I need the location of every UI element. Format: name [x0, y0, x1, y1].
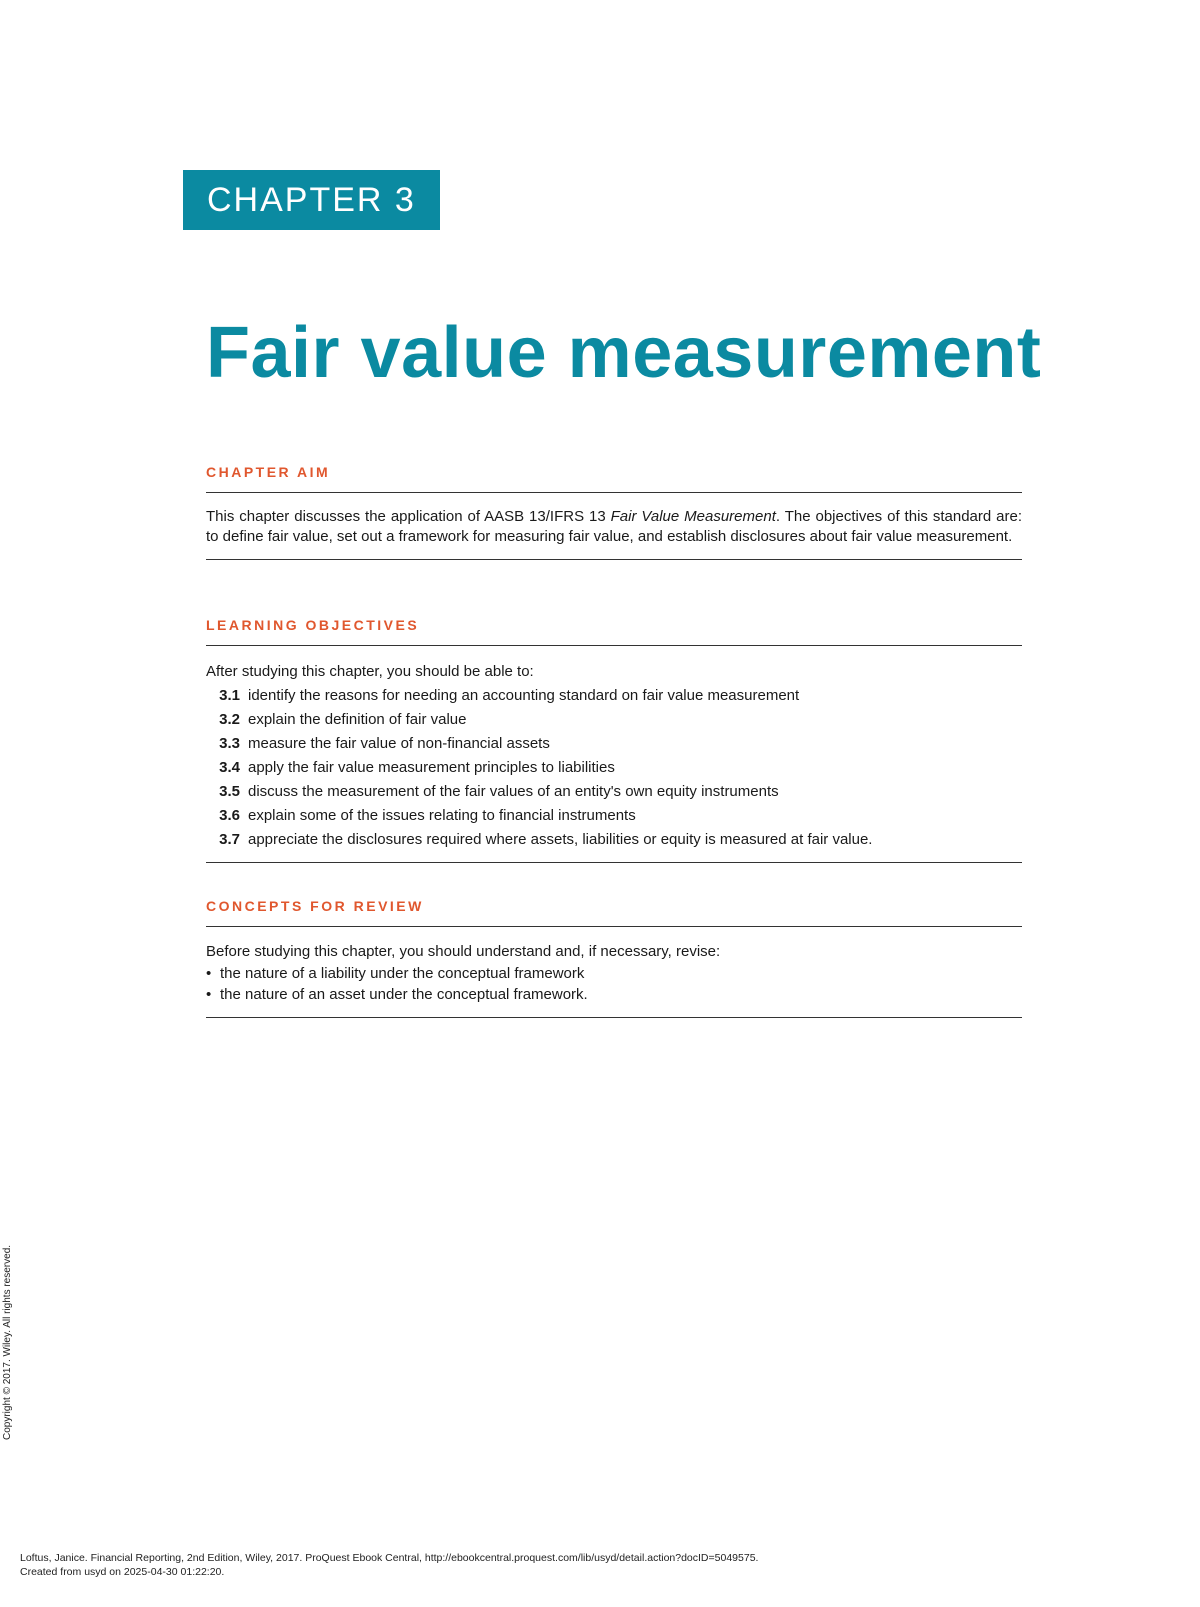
objective-number: 3.2 — [219, 711, 240, 728]
learning-objectives-heading: LEARNING OBJECTIVES — [206, 617, 420, 633]
standard-name: Fair Value Measurement — [610, 508, 776, 525]
objective-text: appreciate the disclosures required where assets, liabilities or equity is measured at fair value. — [248, 831, 873, 848]
objective-item — [206, 732, 1022, 756]
objective-item — [206, 756, 1022, 780]
objective-item — [206, 708, 1022, 732]
divider — [206, 1017, 1022, 1018]
objective-number: 3.5 — [219, 783, 240, 800]
objective-item — [206, 684, 1022, 708]
concept-item — [206, 984, 1022, 1005]
objectives-list — [206, 684, 1022, 852]
objective-text: apply the fair value measurement principles to liabilities — [248, 759, 615, 776]
objective-number: 3.4 — [219, 759, 240, 776]
citation-footer — [20, 1551, 758, 1579]
divider — [206, 559, 1022, 560]
concepts-for-review-heading: CONCEPTS FOR REVIEW — [206, 898, 424, 914]
objective-text: explain some of the issues relating to financial instruments — [248, 807, 636, 824]
concepts-intro: Before studying this chapter, you should understand and, if necessary, revise: — [206, 943, 721, 960]
bullet-icon: • — [206, 986, 212, 1003]
bullet-icon: • — [206, 965, 212, 982]
created-line: Created from usyd on 2025-04-30 01:22:20. — [20, 1566, 225, 1578]
objective-text: discuss the measurement of the fair values of an entity's own equity instruments — [248, 783, 779, 800]
aim-text-part-1: This chapter discusses the application of AASB 13/IFRS 13 — [206, 508, 611, 525]
citation-line: Loftus, Janice. Financial Reporting, 2nd Edition, Wiley, 2017. ProQuest Ebook Central, http://ebookcentral.proquest.com/lib/usyd/detail.action?docID=5049575. — [20, 1552, 759, 1564]
chapter-label: CHAPTER 3 — [207, 181, 416, 219]
learning-objectives-section — [206, 616, 1022, 863]
objective-text: explain the definition of fair value — [248, 711, 467, 728]
objective-number: 3.1 — [219, 687, 240, 704]
chapter-title: Fair value measurement — [206, 313, 1042, 393]
concept-text: the nature of a liability under the conceptual framework — [220, 965, 585, 982]
copyright-notice: Copyright © 2017. Wiley. All rights reserved. — [2, 1244, 13, 1440]
objective-number: 3.3 — [219, 735, 240, 752]
objective-item — [206, 804, 1022, 828]
objective-number: 3.7 — [219, 831, 240, 848]
objective-text: identify the reasons for needing an accounting standard on fair value measurement — [248, 687, 800, 704]
chapter-badge — [183, 170, 440, 230]
chapter-aim-heading: CHAPTER AIM — [206, 464, 331, 480]
concepts-list — [206, 963, 1022, 1005]
concept-text: the nature of an asset under the conceptual framework. — [220, 986, 588, 1003]
chapter-aim-text — [206, 507, 1022, 547]
concepts-for-review-section — [206, 897, 1022, 1018]
divider — [206, 862, 1022, 863]
objective-item — [206, 780, 1022, 804]
divider — [206, 492, 1022, 493]
objective-item — [206, 828, 1022, 852]
divider — [206, 645, 1022, 646]
learning-objectives-intro: After studying this chapter, you should be able to: — [206, 663, 534, 680]
concept-item — [206, 963, 1022, 984]
chapter-aim-section — [206, 463, 1022, 560]
objective-text: measure the fair value of non-financial assets — [248, 735, 550, 752]
aim-text-part-2: . The objectives of this standard are: to define fair value, set out a framework for measuring fair value, and establish disclosures about fair value measurement. — [206, 508, 1022, 545]
objective-number: 3.6 — [219, 807, 240, 824]
divider — [206, 926, 1022, 927]
